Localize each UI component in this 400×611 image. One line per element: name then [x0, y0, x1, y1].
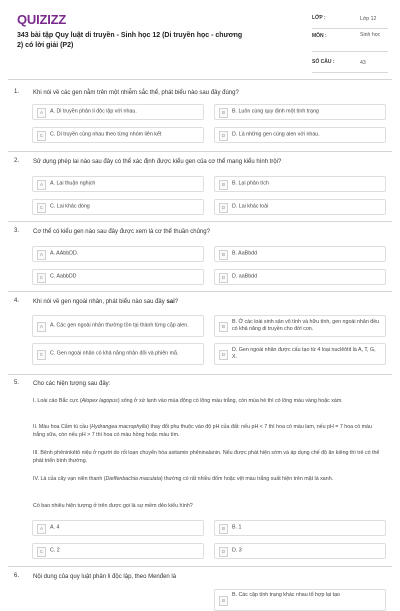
option-letter: B: [219, 596, 228, 606]
option-text: C. Lai khác dòng: [50, 203, 90, 210]
class-label: LỚP :: [312, 15, 326, 21]
option-letter: A: [37, 524, 46, 534]
species-name: Hydrangea macrophylla: [91, 424, 148, 430]
option-text: D. Gen ngoài nhân được cấu tạo từ 4 loại nuclêôtit là A, T, G, X.: [232, 347, 376, 360]
option-text: D. Là những gen cùng alen với nhau.: [232, 131, 320, 138]
subject-label: MÔN :: [312, 33, 327, 39]
statement-text: III. Bệnh phêninkêtô niệu ở người do rối loạn chuyển hóa axitamin phêninalanin. Nếu được phát hiện sớm và áp dụng chế độ ăn kiêng thì trẻ có thể phát triển bình thường.: [33, 450, 380, 464]
header-divider: [8, 79, 392, 80]
meta-table: [312, 8, 388, 73]
option-text: A. Di truyền phân li độc lập với nhau.: [50, 108, 137, 115]
option-b[interactable]: [214, 520, 386, 536]
option-c[interactable]: [32, 199, 204, 215]
question-text: Cơ thể có kiểu gen nào sau đây được xem là cơ thể thuần chủng?: [33, 229, 210, 235]
option-letter: C: [37, 203, 46, 213]
option-b[interactable]: [214, 246, 386, 262]
option-text: C. Gen ngoài nhân có khả năng nhân đôi và phiên mã.: [50, 350, 179, 357]
statement-text: ) thay đổi phụ thuộc vào độ pH của đất: nếu pH < 7 thì hoa có màu lam, nếu pH = 7 hoa có màu trắng sữa, còn nếu pH > 7 thì hoa có màu hồng hoặc màu tím.: [33, 424, 372, 438]
question-text-end: ?: [174, 299, 179, 305]
option-text: C. 2: [50, 547, 60, 554]
statement-text: I. Loài cáo Bắc cực (: [33, 398, 82, 404]
statement-text: II. Màu hoa Cẩm tú cầu (: [33, 424, 92, 430]
option-letter: B: [219, 322, 228, 332]
option-letter: A: [37, 250, 46, 260]
option-letter: D: [219, 203, 228, 213]
divider: [8, 374, 392, 375]
option-d[interactable]: [214, 269, 386, 285]
statement-text: ) sống ở xứ lạnh vào mùa đông có lông màu trắng, còn mùa hè thì có lông màu vàng hoặc xám.: [117, 398, 343, 404]
option-text: B. Luôn cùng quy định một tính trạng: [232, 108, 319, 115]
species-name: Alopex lagopus: [81, 398, 118, 404]
option-d[interactable]: [214, 199, 386, 215]
option-text: C. AabbDD: [50, 273, 77, 280]
option-text: B. AaBbdd: [232, 250, 258, 257]
option-letter: B: [219, 524, 228, 534]
question-text: Khi nói về các gen nằm trên một nhiễm sắc thể, phát biểu nào sau đây đúng?: [33, 90, 239, 96]
question-text: Cho các hiện tượng sau đây:: [33, 381, 111, 387]
option-letter: D: [219, 131, 228, 141]
option-text: D. Lai khác loài: [232, 203, 269, 210]
meta-row-subject: [312, 29, 388, 52]
option-a[interactable]: [32, 176, 204, 192]
question-count-label: SỐ CÂU :: [312, 59, 335, 65]
option-text: A. Các gen ngoài nhân thường tồn tại thành từng cặp alen.: [50, 322, 189, 329]
meta-row-count: [312, 52, 388, 73]
question-emphasis: sai: [166, 299, 175, 305]
question-text-start: Khi nói về gen ngoài nhân, phát biểu nào sau đây: [33, 299, 167, 305]
option-letter: A: [37, 322, 46, 332]
statement-1: [33, 398, 383, 406]
question-number: 4.: [14, 298, 20, 304]
option-b[interactable]: [214, 176, 386, 192]
statement-3: [33, 450, 383, 465]
option-text: A. 4: [50, 524, 60, 531]
option-c[interactable]: [32, 269, 204, 285]
option-letter: C: [37, 273, 46, 283]
question-count-value: 43: [360, 60, 366, 66]
option-d[interactable]: [214, 127, 386, 143]
option-text: B. 1: [232, 524, 242, 531]
species-name: Dieffenbachia maculata: [105, 476, 161, 482]
option-letter: B: [219, 250, 228, 260]
meta-row-class: [312, 8, 388, 29]
statement-text: IV. Lá của cây vạn niên thanh (: [33, 476, 106, 482]
option-text: A. Lai thuận nghịch: [50, 180, 96, 187]
header: [0, 0, 400, 72]
option-letter: B: [219, 108, 228, 118]
option-d[interactable]: [214, 343, 386, 365]
option-letter: A: [37, 108, 46, 118]
option-a[interactable]: [32, 520, 204, 536]
option-letter: C: [37, 350, 46, 360]
option-b[interactable]: [214, 104, 386, 120]
question-number: 1.: [14, 89, 20, 95]
option-letter: A: [37, 180, 46, 190]
statement-2: [33, 424, 383, 439]
divider: [8, 291, 392, 292]
option-letter: D: [219, 547, 228, 557]
divider: [8, 221, 392, 222]
option-text: A. AAbbDD.: [50, 250, 79, 257]
question-number: 5.: [14, 380, 20, 386]
option-c[interactable]: [32, 127, 204, 143]
option-text: B. Lai phân tích: [232, 180, 269, 187]
divider: [8, 566, 392, 567]
document-title: 343 bài tập Quy luật di truyền - Sinh học 12 (Di truyền học - chương 2) có lời giải (P2): [17, 32, 243, 49]
option-letter: D: [219, 350, 228, 360]
statement-4: [33, 476, 383, 484]
option-a[interactable]: [32, 104, 204, 120]
question-number: 2.: [14, 158, 20, 164]
option-b[interactable]: [214, 589, 386, 611]
option-a[interactable]: [32, 315, 204, 337]
option-letter: C: [37, 547, 46, 557]
option-letter: D: [219, 273, 228, 283]
option-b[interactable]: [214, 315, 386, 337]
option-text: C. Di truyền cùng nhau theo từng nhóm liên kết: [50, 131, 162, 138]
subject-value: Sinh học: [360, 32, 381, 38]
question-text: Nội dung của quy luật phân li độc lập, theo Menđen là: [33, 574, 177, 580]
option-letter: B: [219, 180, 228, 190]
question-number: 6.: [14, 573, 20, 579]
question-number: 3.: [14, 228, 20, 234]
question-prompt: Có bao nhiêu hiện tượng ở trên được gọi là sự mềm dẻo kiểu hình?: [33, 503, 193, 509]
quizizz-logo: QUIZIZZ: [17, 12, 67, 27]
option-letter: C: [37, 131, 46, 141]
statement-text: ) thường có rất nhiều đốm hoặc vệt màu trắng xuất hiện trên mặt lá xanh.: [160, 476, 334, 482]
option-text: D. aaBbdd: [232, 273, 258, 280]
option-a[interactable]: [32, 246, 204, 262]
option-text: B. Các cặp tính trạng khác nhau tổ hợp lại tạo: [232, 592, 341, 598]
question-text: Sử dụng phép lai nào sau đây có thể xác định được kiểu gen của cơ thể mang kiểu hình trội?: [33, 159, 282, 165]
option-d[interactable]: [214, 543, 386, 559]
option-c[interactable]: [32, 343, 204, 365]
option-text: B. Ở các loài sinh sản vô tính và hữu tính, gen ngoài nhân đều có khả năng di truyền cho đời con.: [232, 319, 380, 332]
question-text: [33, 298, 388, 306]
option-c[interactable]: [32, 543, 204, 559]
option-text: D. 3: [232, 547, 242, 554]
class-value: Lớp 12: [360, 16, 377, 22]
divider: [8, 151, 392, 152]
